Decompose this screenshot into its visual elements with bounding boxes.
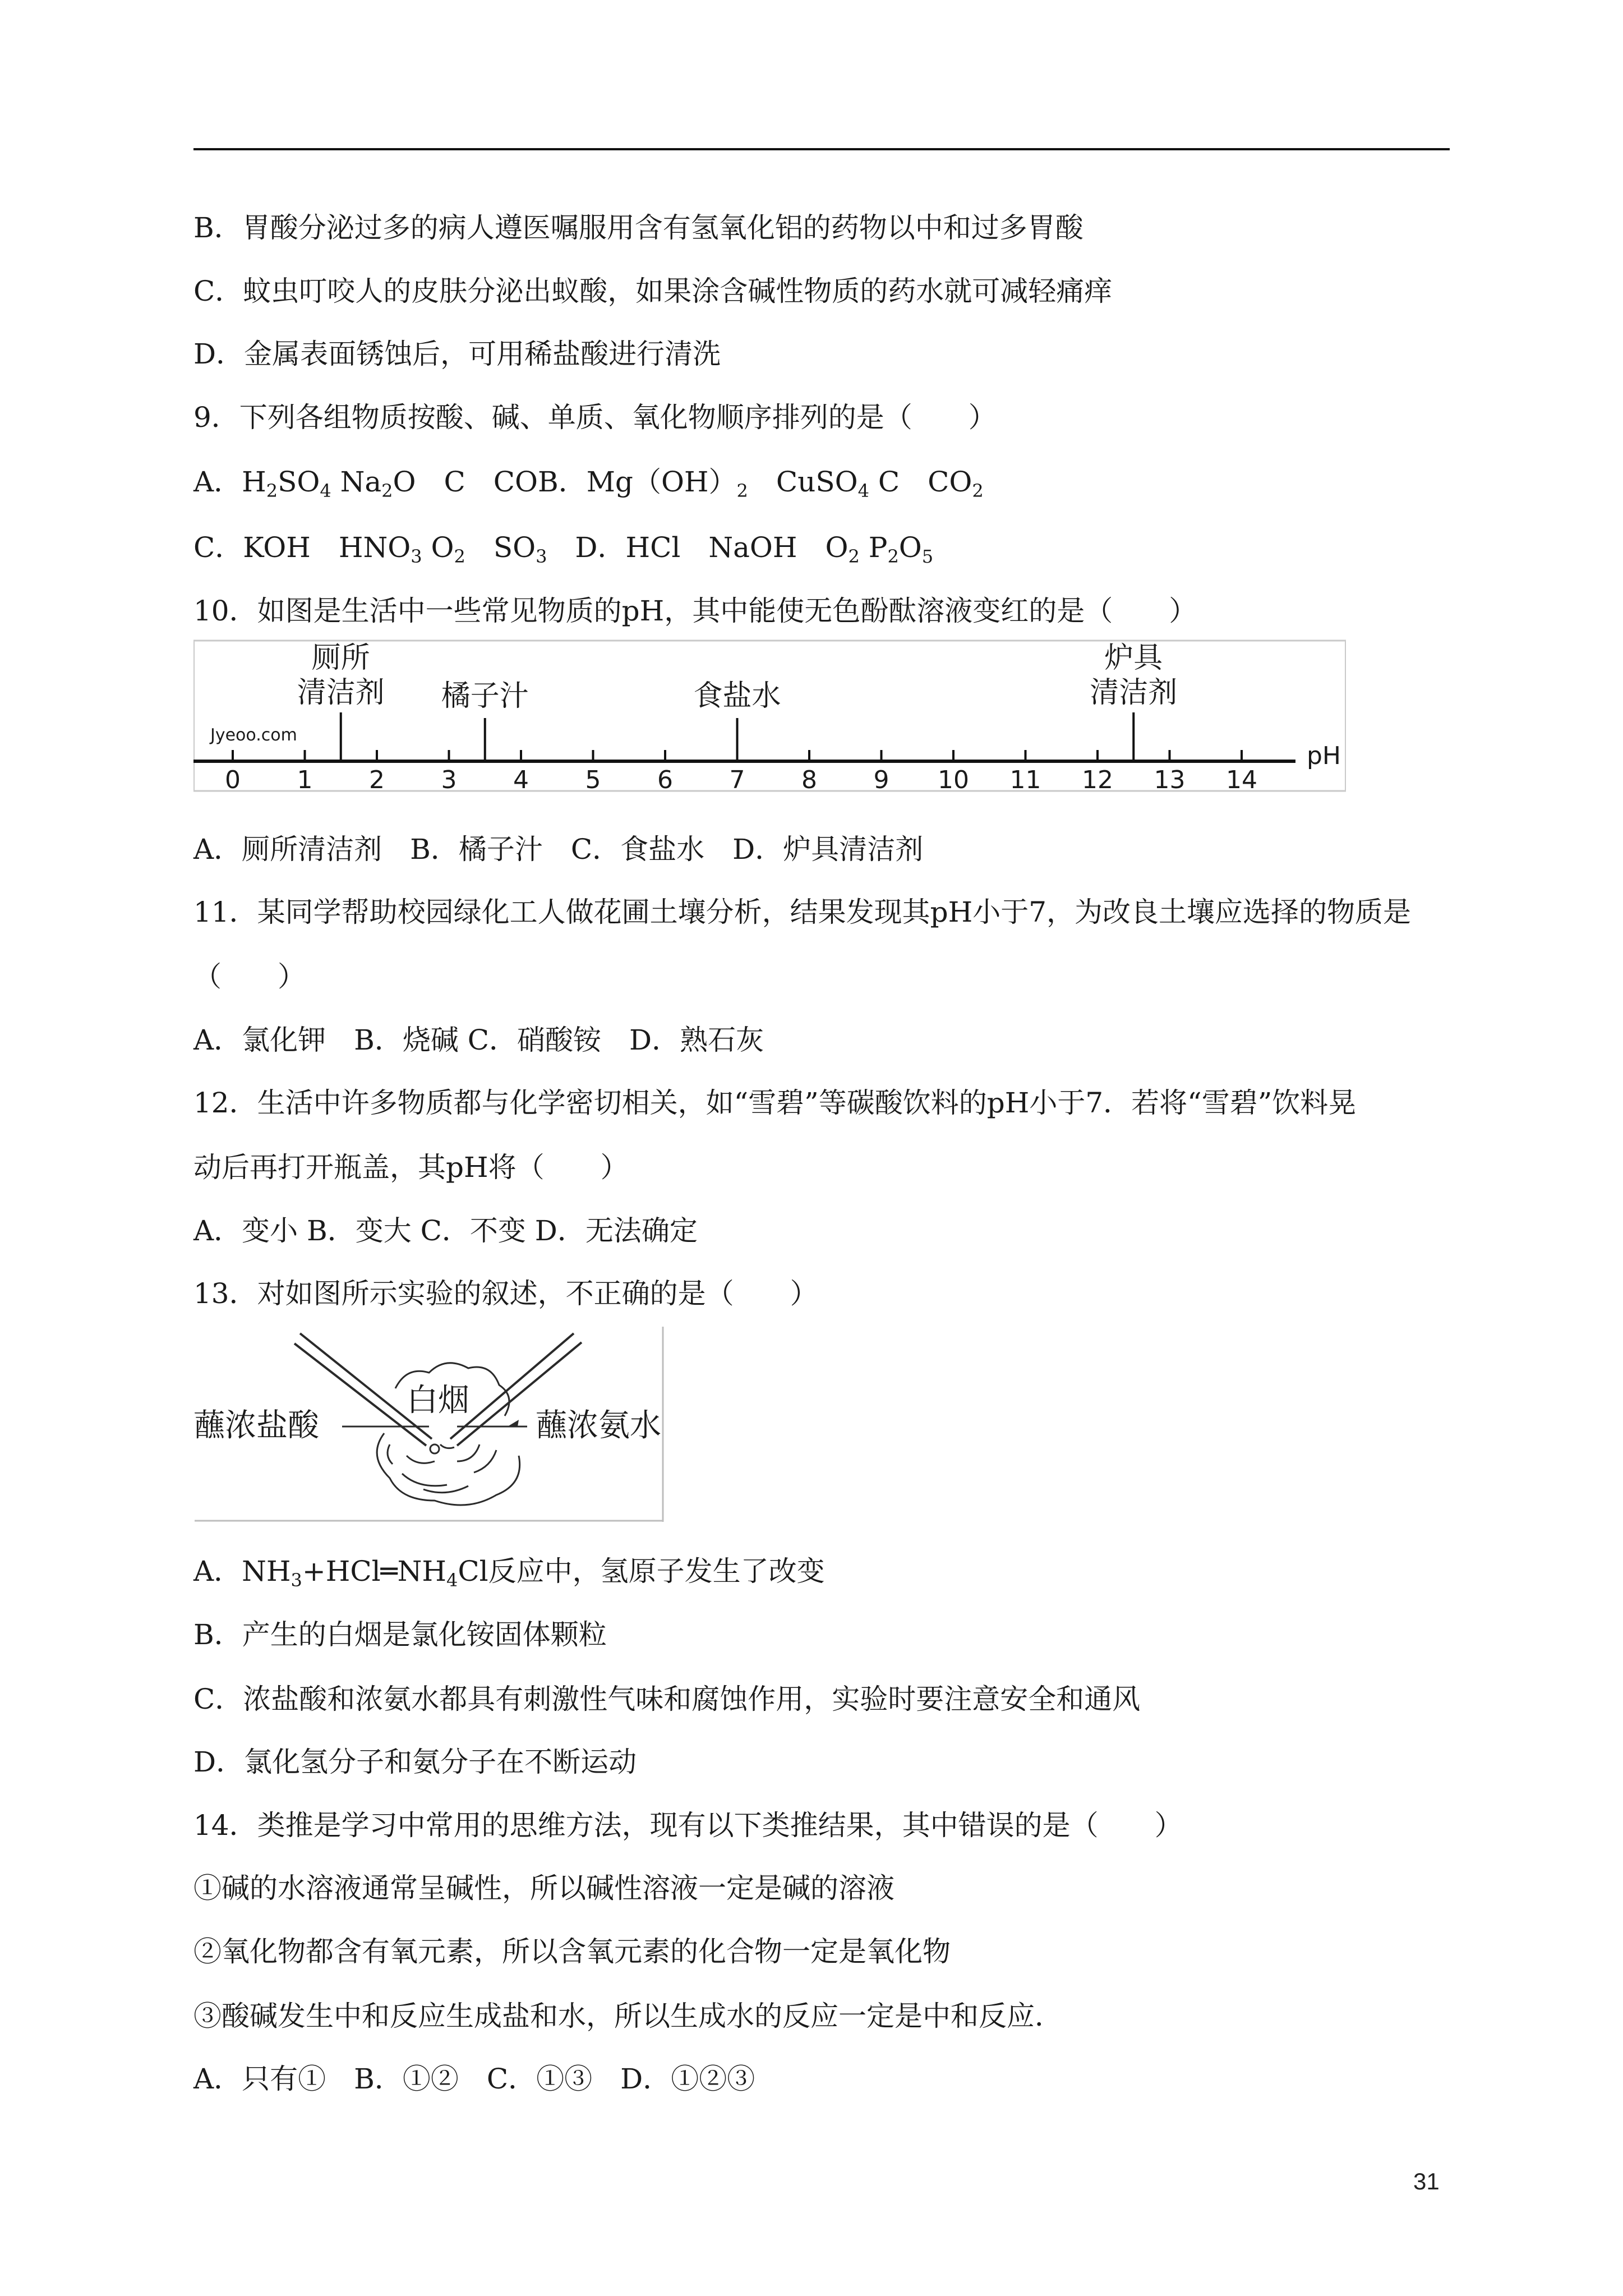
ph-marker-label: 食盐水: [693, 679, 781, 713]
q8-option-d: D．金属表面锈蚀后，可用稀盐酸进行清洗: [193, 338, 721, 370]
q13-stem: 13．对如图所示实验的叙述，不正确的是（ ）: [193, 1277, 818, 1310]
ph-tick-label: 9: [873, 766, 889, 792]
q12-stem-line2: 动后再打开瓶盖，其pH将（ ）: [193, 1151, 629, 1184]
ph-tick-label: 12: [1082, 766, 1113, 792]
ph-tick-label: 0: [225, 766, 241, 792]
watermark-text: Jyeoo.com: [210, 725, 297, 745]
ph-tick-label: 2: [369, 766, 385, 792]
smoke-experiment-figure: [193, 1327, 665, 1523]
ph-marker-label-line2: 清洁剂: [1090, 676, 1178, 710]
page-number: 31: [1413, 2168, 1440, 2194]
left-label: 蘸浓盐酸: [193, 1407, 319, 1444]
q14-statement-2: ②氧化物都含有氧元素，所以含氧元素的化合物一定是氧化物: [193, 1935, 951, 1968]
center-label: 白烟: [407, 1382, 469, 1419]
ph-tick-label: 11: [1009, 766, 1041, 792]
q9-options-ab: A．$H_2SO_4$ $Na_2O$ C COB．$Mg(OH)_2$ CuSO$_4$ C $CO_2$: [193, 466, 984, 501]
ph-axis-label: pH: [1307, 742, 1341, 770]
q8-option-b: B．胃酸分泌过多的病人遵医嘱服用含有氢氧化铝的药物以中和过多胃酸: [193, 211, 1083, 244]
q14-stem: 14．类推是学习中常用的思维方法，现有以下类推结果，其中错误的是（ ）: [193, 1809, 1183, 1842]
ph-scale-svg: [193, 639, 1346, 792]
q10-options: A．厕所清洁剂 B．橘子汁 C．食盐水 D．炉具清洁剂: [193, 833, 924, 866]
ph-tick-label: 3: [441, 766, 457, 792]
q14-statement-1: ①碱的水溶液通常呈碱性，所以碱性溶液一定是碱的溶液: [193, 1872, 895, 1904]
ph-tick-label: 4: [513, 766, 529, 792]
q12-options: A．变小 B．变大 C．不变 D．无法确定: [193, 1214, 698, 1247]
header-rule: [193, 148, 1450, 150]
ph-marker-label: 橘子汁: [441, 679, 529, 713]
ph-tick-label: 1: [297, 766, 313, 792]
q11-options: A．氯化钾 B．烧碱 C．硝酸铵 D．熟石灰: [193, 1024, 764, 1056]
ph-tick-label: 10: [938, 766, 969, 792]
ph-tick-label: 13: [1154, 766, 1186, 792]
right-label: 蘸浓氨水: [536, 1407, 661, 1444]
ph-tick-label: 6: [657, 766, 673, 792]
q11-stem-line2: （ ）: [193, 960, 306, 993]
q8-option-c: C．蚊虫叮咬人的皮肤分泌出蚁酸，如果涂含碱性物质的药水就可减轻痛痒: [193, 275, 1113, 307]
ph-tick-label: 8: [801, 766, 817, 792]
ph-scale-figure: [193, 639, 1346, 792]
ph-marker-label: 炉具: [1104, 641, 1163, 675]
q13-option-d: D．氯化氢分子和氨分子在不断运动: [193, 1746, 637, 1778]
q9-options-cd: C．KOH $HNO_3$ $O_2$ $SO_3$ D．HCl NaOH $O_2$ $P_2O_5$: [193, 531, 934, 567]
q13-option-b: B．产生的白烟是氯化铵固体颗粒: [193, 1618, 607, 1651]
ph-tick-label: 5: [585, 766, 601, 792]
ph-marker-label: 厕所: [311, 641, 370, 675]
q13-option-a: A．$NH_3+HCl═NH_4Cl$反应中，氢原子发生了改变: [193, 1555, 825, 1591]
smoke-experiment-svg: [193, 1327, 665, 1523]
ph-marker-label-line2: 清洁剂: [297, 676, 385, 710]
q9-stem: 9．下列各组物质按酸、碱、单质、氧化物顺序排列的是（ ）: [193, 401, 997, 434]
q13-option-c: C．浓盐酸和浓氨水都具有刺激性气味和腐蚀作用，实验时要注意安全和通风: [193, 1683, 1141, 1715]
ph-tick-label: 7: [729, 766, 745, 792]
q14-statement-3: ③酸碱发生中和反应生成盐和水，所以生成水的反应一定是中和反应．: [193, 2000, 1063, 2032]
q10-stem: 10．如图是生活中一些常见物质的pH，其中能使无色酚酞溶液变红的是（ ）: [193, 595, 1197, 627]
q14-options: A．只有① B．①② C．①③ D．①②③: [193, 2063, 755, 2095]
q11-stem-line1: 11．某同学帮助校园绿化工人做花圃土壤分析，结果发现其pH小于7，为改良土壤应选择的物质是: [193, 896, 1412, 928]
q12-stem-line1: 12．生活中许多物质都与化学密切相关，如“雪碧”等碳酸饮料的pH小于7．若将“雪碧”饮料晃: [193, 1087, 1357, 1119]
ph-tick-label: 14: [1226, 766, 1257, 792]
